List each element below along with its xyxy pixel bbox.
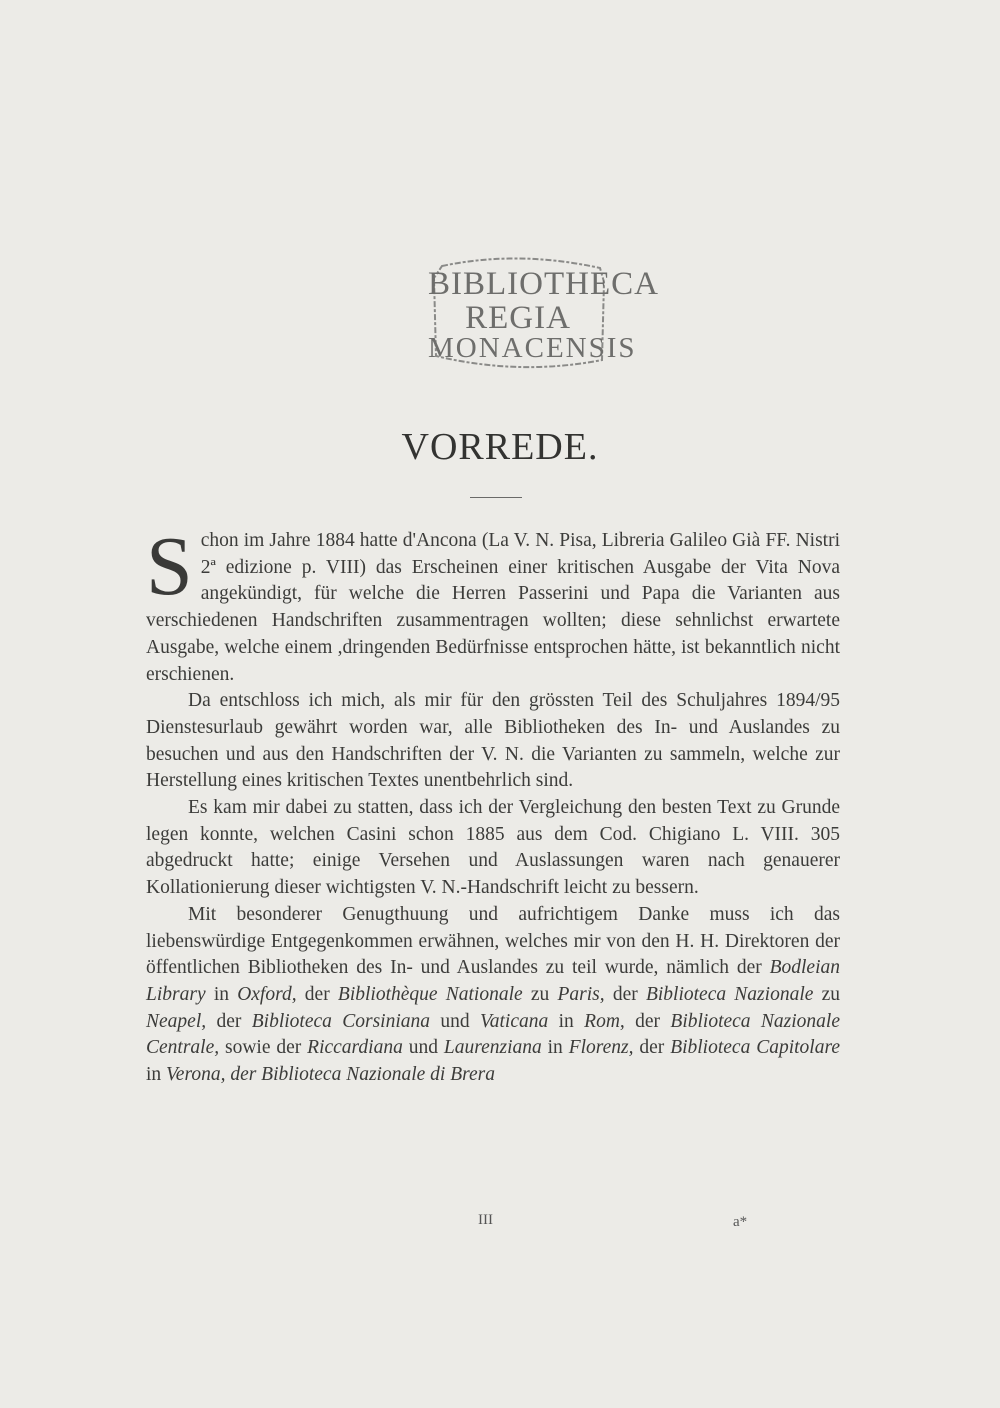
body-text: [146, 520, 841, 1089]
title-rule: [470, 497, 522, 498]
p4-text: und: [402, 1037, 444, 1059]
p4-text: der: [296, 983, 338, 1005]
p4-city-name: Oxford,: [237, 983, 297, 1005]
p4-library-name: Laurenziana: [443, 1037, 542, 1059]
p4-text: in: [146, 1064, 167, 1086]
p4-library-name: Bodleian Library: [146, 957, 840, 1005]
paragraph-4: [146, 902, 840, 1089]
p4-text: in: [541, 1037, 569, 1059]
p4-city-name: Paris,: [557, 983, 605, 1005]
p4-library-name: Vaticana: [480, 1010, 549, 1032]
p4-text: der: [633, 1037, 671, 1059]
p4-library-name: Riccardiana: [307, 1037, 403, 1059]
page-title: VORREDE.: [401, 426, 599, 468]
p4-library-name: Bibliothèque Nationale: [337, 983, 523, 1005]
p4-text: der: [206, 1010, 252, 1032]
p4-text: in: [548, 1010, 585, 1032]
p4-text: und: [430, 1010, 480, 1032]
signature-mark: a*: [733, 1214, 748, 1230]
p4-library-name: Biblioteca Nazionale: [645, 983, 814, 1005]
stamp-line-1: BIBLIOTHECA: [428, 266, 659, 302]
p4-text: der: [604, 983, 646, 1005]
p4-text: in: [205, 983, 238, 1005]
p4-text: sowie der: [219, 1037, 308, 1059]
drop-cap: S: [146, 520, 193, 613]
p4-text: zu: [813, 983, 841, 1005]
p4-city-name: Neapel,: [146, 1010, 207, 1032]
paragraph-1: [146, 520, 840, 688]
library-stamp: [428, 248, 659, 378]
p4-text: Mit besonderer Genugthuung und aufrichtigem Danke muss ich das liebenswürdige Entgegenkommen erwähnen, welches mir von den H. H. Direktoren der öffentlichen Bibliotheken des In- und Auslandes zu teil wurde, nämlich der: [146, 903, 840, 979]
page-number: III: [478, 1212, 493, 1228]
p4-library-name: Biblioteca Corsiniana: [251, 1010, 431, 1032]
p4-library-name: Verona, der Biblioteca Nazionale di Brera: [166, 1064, 495, 1086]
stamp-line-3: MONACENSIS: [428, 332, 637, 364]
p4-city-name: Rom,: [584, 1010, 625, 1032]
paragraph-2: Da entschloss ich mich, als mir für den grössten Teil des Schuljahres 1894/95 Dienstesurlaub gewährt worden war, alle Bibliotheken des In- und Auslandes zu besuchen und aus den Handschriften der V. N. die Varianten zu sammeln, welche zur Herstellung eines kritischen Textes unentbehrlich sind.: [146, 690, 840, 792]
paragraph-1-text: chon im Jahre 1884 hatte d'Ancona (La V. N. Pisa, Libreria Galileo Già FF. Nistri 2ª edizione p. VIII) das Erscheinen einer kritischen Ausgabe der Vita Nova angekündigt, für welche die Herren Passerini und Papa die Varianten aus verschiedenen Handschriften zusammentragen wollten; diese sehnlichst erwartete Ausgabe, welche einem ,dringenden Bedürfnisse entsprochen hätte, ist bekanntlich nicht erschienen.: [146, 530, 840, 685]
p4-city-name: Florenz,: [568, 1037, 634, 1059]
p4-library-name: Biblioteca Capitolare: [670, 1037, 840, 1059]
paragraph-3: Es kam mir dabei zu statten, dass ich der Vergleichung den besten Text zu Grunde legen konnte, welchen Casini schon 1885 aus dem Cod. Chigiano L. VIII. 305 abgedruckt hatte; einige Versehen und Auslassungen waren nach genauerer Kollationierung dieser wichtigsten V. N.-Handschrift leicht zu bessern.: [146, 797, 840, 899]
p4-text: der: [624, 1010, 671, 1032]
p4-library-name: Biblioteca Nazionale Centrale,: [146, 1010, 840, 1059]
p4-text: zu: [522, 983, 558, 1005]
stamp-line-2: REGIA: [465, 300, 571, 336]
